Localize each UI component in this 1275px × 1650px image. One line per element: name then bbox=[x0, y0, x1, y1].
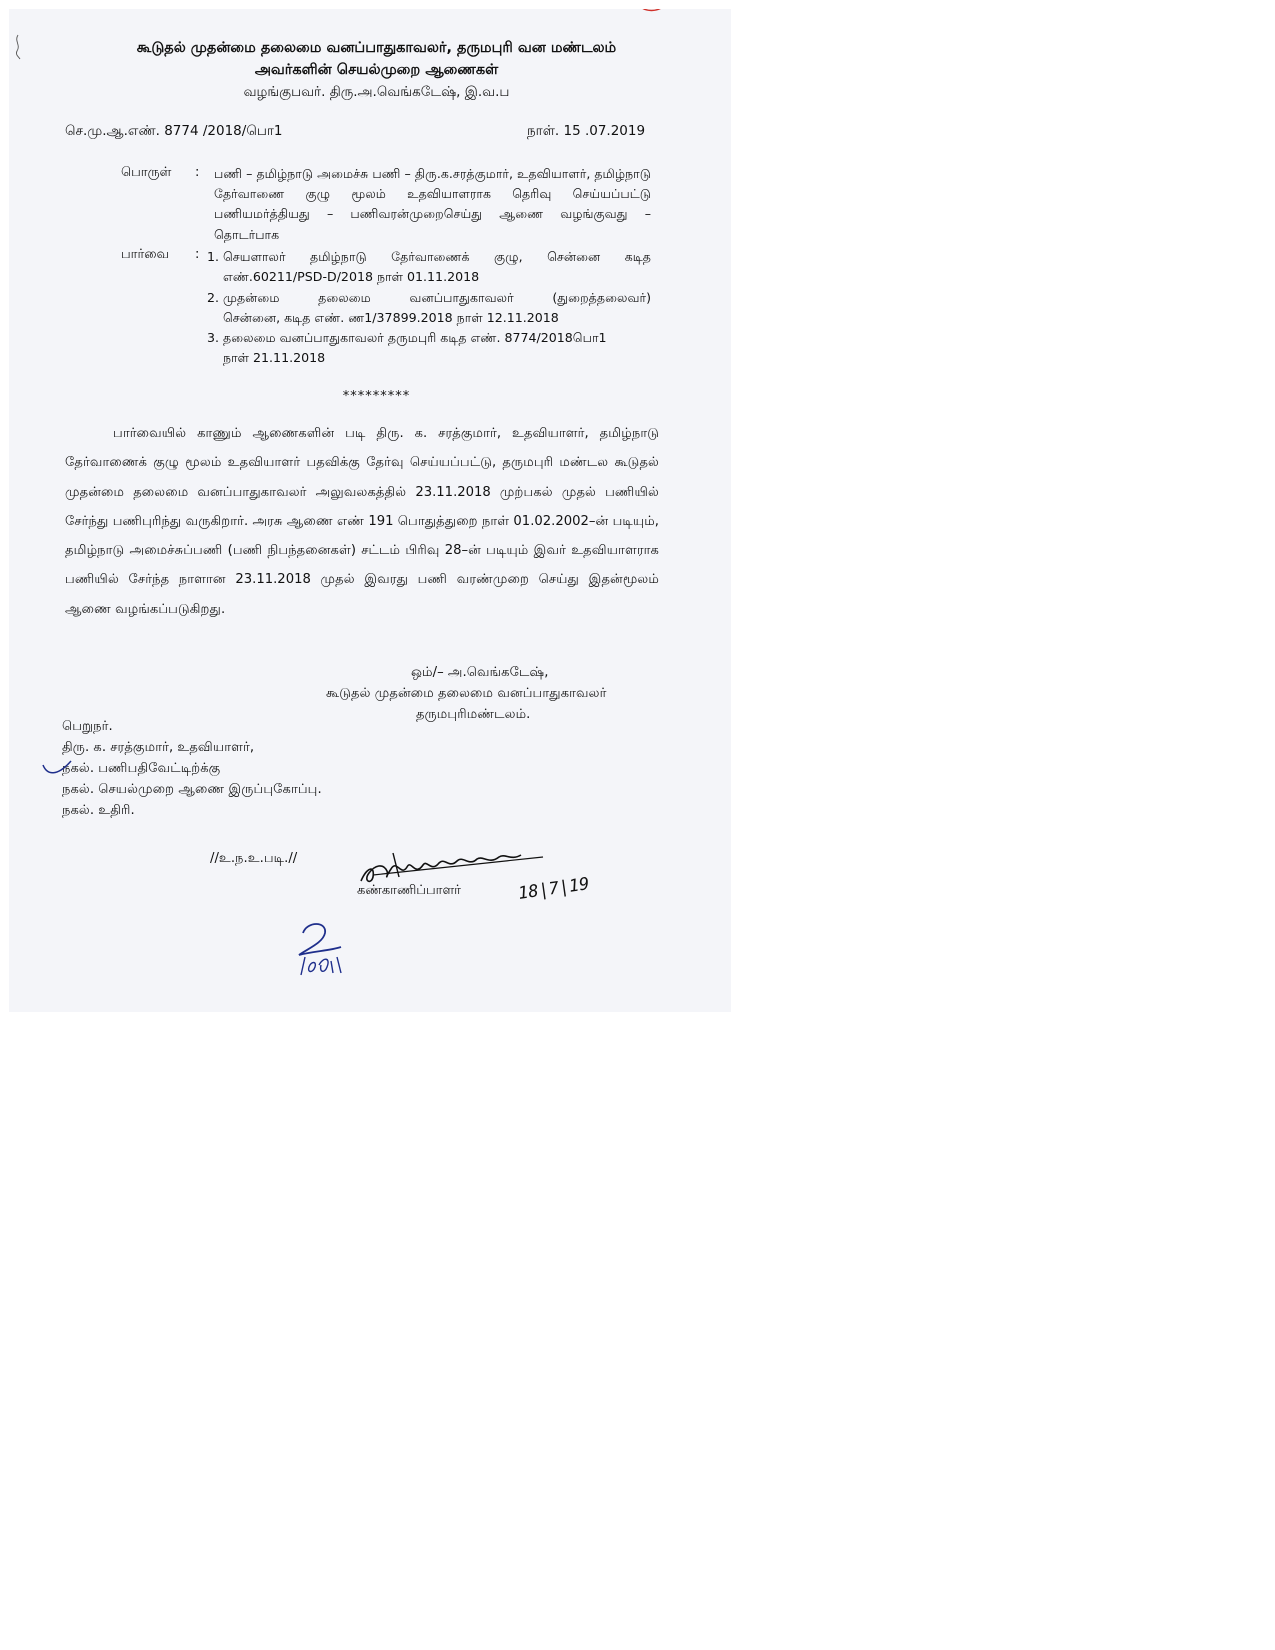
recipient-heading: பெறுநர். bbox=[62, 719, 113, 734]
reference-item-text: தலைமை வனப்பாதுகாவலர் தருமபுரி கடித எண். 8774/2018பொ1 bbox=[223, 330, 607, 345]
reference-item-text: நாள் 21.11.2018 bbox=[223, 350, 326, 365]
reference-item-text: செயளாலர் தமிழ்நாடு தேர்வாணைக் குழு, சென்னை கடித bbox=[223, 249, 651, 264]
recipient-line: திரு. க. சரத்குமார், உதவியாளர், bbox=[62, 740, 255, 755]
stamp-mark-icon bbox=[629, 9, 679, 23]
order-date: நாள். 15 .07.2019 bbox=[527, 123, 646, 139]
header-subtitle: அவர்களின் செயல்முறை ஆணைகள் bbox=[254, 62, 499, 78]
subject-text: பணி – தமிழ்நாடு அமைச்சு பணி – திரு.க.சரத்குமார், உதவியாளர், தமிழ்நாடு தேர்வாணை குழு மூலம் உதவியாளராக தெரிவு செய்யப்பட்டு பணியமர்த்தியது – பணிவரன்முறைசெய்து ஆணை வழங்குவது – தொடர்பாக bbox=[214, 166, 651, 242]
subject-colon: : bbox=[195, 165, 200, 180]
document-page bbox=[9, 9, 731, 1012]
reference-item-text: எண்.60211/PSD-D/2018 நாள் 01.11.2018 bbox=[223, 269, 480, 284]
tick-mark-icon bbox=[41, 757, 75, 781]
signatory-designation: கூடுதல் முதன்மை தலைமை வனப்பாதுகாவலர் bbox=[326, 686, 607, 701]
initials-signature bbox=[289, 917, 359, 983]
copy-line: நகல். உதிரி. bbox=[62, 803, 135, 818]
reference-item-text: முதன்மை தலைமை வனப்பாதுகாவலர் (துறைத்தலைவர்) bbox=[223, 290, 651, 305]
reference-item-number: 2. bbox=[207, 290, 220, 305]
signatory-name: ஒம்/– அ.வெங்கடேஷ், bbox=[411, 665, 549, 680]
superintendent-title: கண்காணிப்பாளர் bbox=[357, 883, 461, 898]
true-copy-attestation: //உ.ந.உ.படி.// bbox=[210, 851, 298, 866]
reference-item-number: 1. bbox=[207, 249, 220, 264]
order-body: பார்வையில் காணும் ஆணைகளின் படி திரு. க. சரத்குமார், உதவியாளர், தமிழ்நாடு தேர்வாணைக் குழு மூலம் உதவியாளர் பதவிக்கு தேர்வு செய்யப்பட்டு, தருமபுரி மண்டல கூடுதல் முதன்மை தலைமை வனப்பாதுகாவலர் அலுவலகத்தில் 23.11.2018 முற்பகல் முதல் பணியில் சேர்ந்து பணிபுரிந்து வருகிறார். அரசு ஆணை எண் 191 பொதுத்துறை நாள் 01.02.2002–ன் படியும், தமிழ்நாடு அமைச்சுப்பணி (பணி நிபந்தனைகள்) சட்டம் பிரிவு 28–ன் படியும் இவர் உதவியாளராக பணியில் சேர்ந்த நாளான 23.11.2018 முதல் இவரது பணி வரண்முறை செய்து இதன்மூலம் ஆணை வழங்கப்படுகிறது. bbox=[65, 426, 659, 617]
copy-line: நகல். பணிபதிவேட்டிற்க்கு bbox=[62, 761, 221, 776]
copy-line: நகல். செயல்முறை ஆணை இருப்புகோப்பு. bbox=[62, 782, 322, 797]
reference-number: செ.மு.ஆ.எண். 8774 /2018/பொ1 bbox=[65, 123, 283, 139]
signatory-office: தருமபுரிமண்டலம். bbox=[416, 707, 531, 722]
separator-stars: ********* bbox=[342, 389, 411, 404]
header-title: கூடுதல் முதன்மை தலைமை வனப்பாதுகாவலர், தருமபுரி வன மண்டலம் bbox=[136, 40, 617, 56]
signature-date: 18|7|19 bbox=[516, 874, 591, 904]
references-colon: : bbox=[195, 247, 200, 262]
subject-label: பொருள் bbox=[121, 165, 172, 180]
header-issuer: வழங்குபவர். திரு.அ.வெங்கடேஷ், இ.வ.ப bbox=[243, 84, 510, 100]
reference-item-text: சென்னை, கடித எண். ண1/37899.2018 நாள் 12.11.2018 bbox=[223, 310, 559, 325]
references-label: பார்வை bbox=[121, 247, 170, 262]
reference-item-number: 3. bbox=[207, 330, 220, 345]
